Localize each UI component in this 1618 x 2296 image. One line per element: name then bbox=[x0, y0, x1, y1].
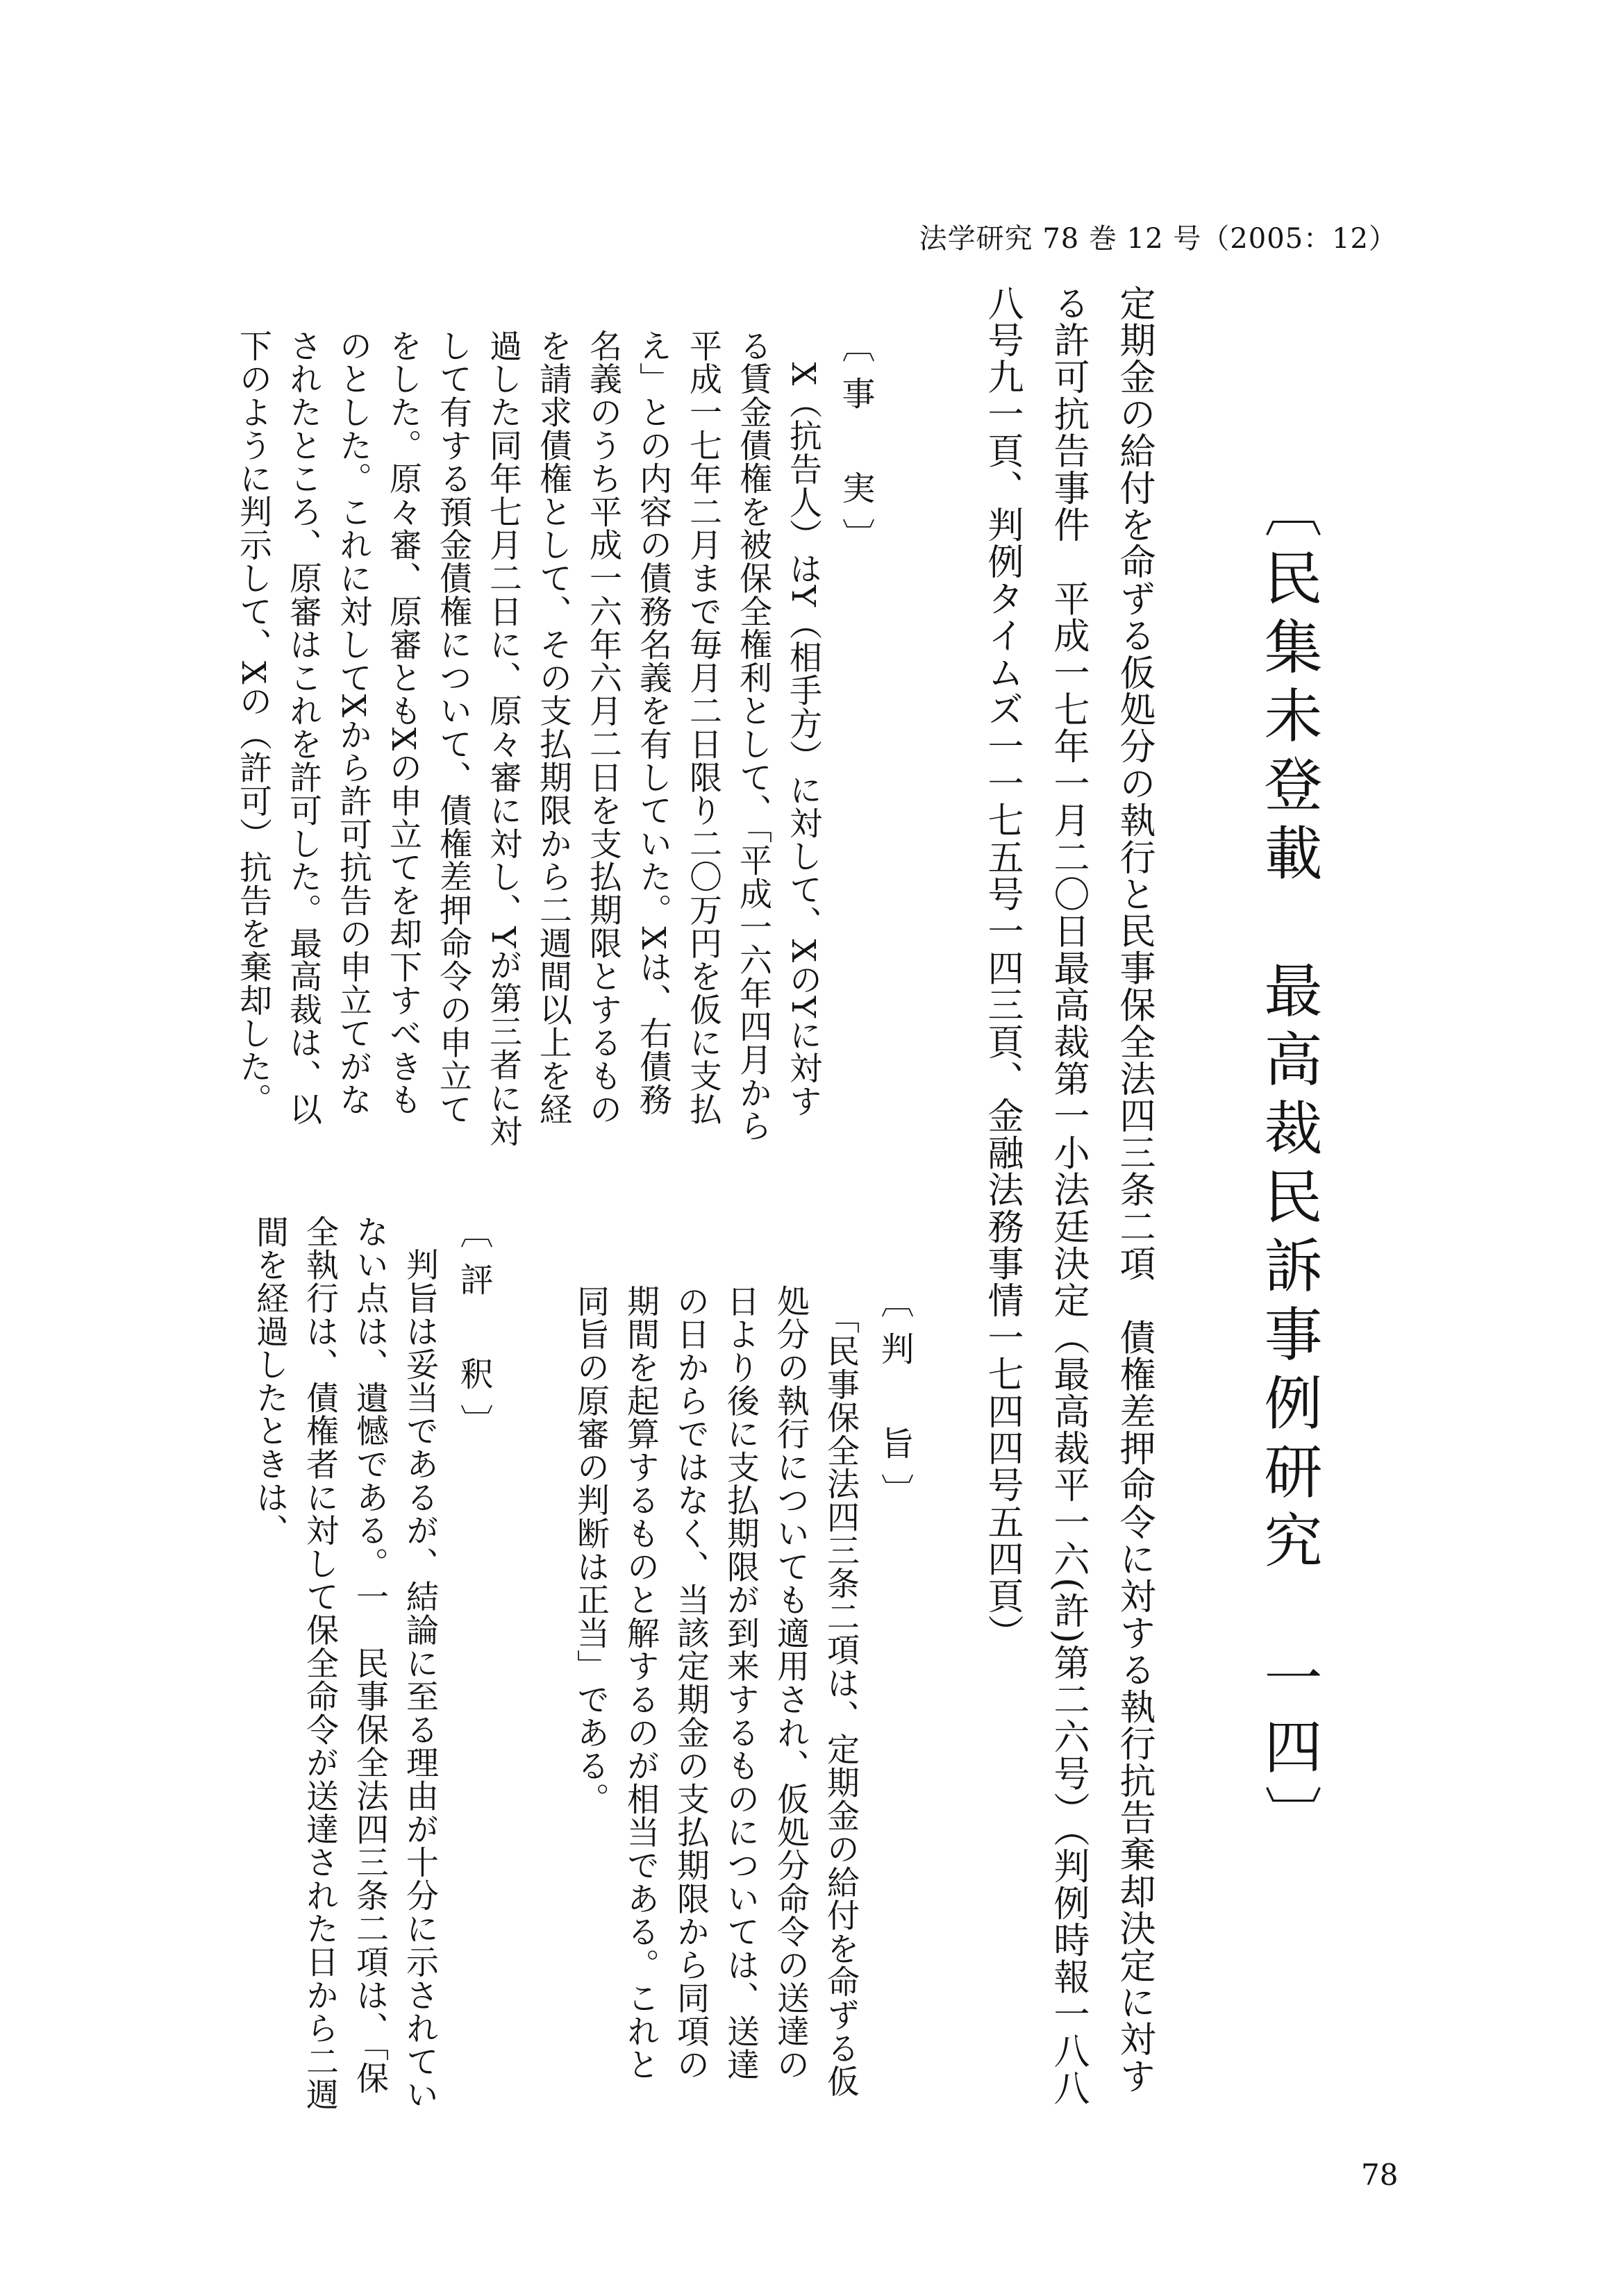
comment-heading: 〔評 釈〕 bbox=[454, 1215, 493, 1451]
case-title: 定期金の給付を命ずる仮処分の執行と民事保全法四三条二項 債権差押命令に対する執行抗告棄却決定に対する許可抗告事件 平成一七年一月二〇日最高裁第一小法廷決定（最高裁平一六(許)第二六号）（判例時報一八八八号九一頁、判例タイムズ一一七五号一四三頁、金融法務事情一七四四号五四頁） bbox=[981, 285, 1155, 2106]
journal-header: 法学研究 78 巻 12 号（2005：12） bbox=[919, 223, 1397, 255]
ruling-body: 「民事保全法四三条二項は、定期金の給付を命ずる仮処分の執行についても適用され、仮処分命令の送達の日より後に支払期限が到来するものについては、送達の日からではなく、当該定期金の支払期限から同項の期間を起算するものと解するのが相当である。これと同旨の原審の判断は正当」である。 bbox=[572, 1284, 860, 2098]
ruling-heading: 〔判 旨〕 bbox=[875, 1284, 914, 1520]
facts-body: X（抗告人）はY（相手方）に対して、XのYに対する賃金債権を被保全権利として、「平成一六年四月から平成一七年二月まで毎月二日限り二〇万円を仮に支払え」との内容の債務名義を有していた。Xは、右債務名義のうち平成一六年六月二日を支払期限とするものを請求債権として、その支払期限から二週間以上を経過した同年七月二日に、原々審に対し、Yが第三者に対して有する預金債権について、債権差押命令の申立てをした。原々審、原審ともXの申立てを却下すべきものとした。これに対してXから許可抗告の申立てがなされたところ、原審はこれを許可した。最高裁は、以下のように判示して、Xの（許可）抗告を棄却した。 bbox=[234, 329, 822, 1148]
page-number: 78 bbox=[1361, 2158, 1399, 2192]
comment-body: 判旨は妥当であるが、結論に至る理由が十分に示されていない点は、遺憾である。一 民事保全法四三条二項は、「保全執行は、債権者に対して保全命令が送達された日から二週間を経過したときは、 bbox=[251, 1215, 439, 2111]
facts-heading: 〔事 実〕 bbox=[836, 329, 875, 565]
series-title: 〔民集未登載 最高裁民訴事例研究 一四〕 bbox=[1255, 479, 1323, 1854]
